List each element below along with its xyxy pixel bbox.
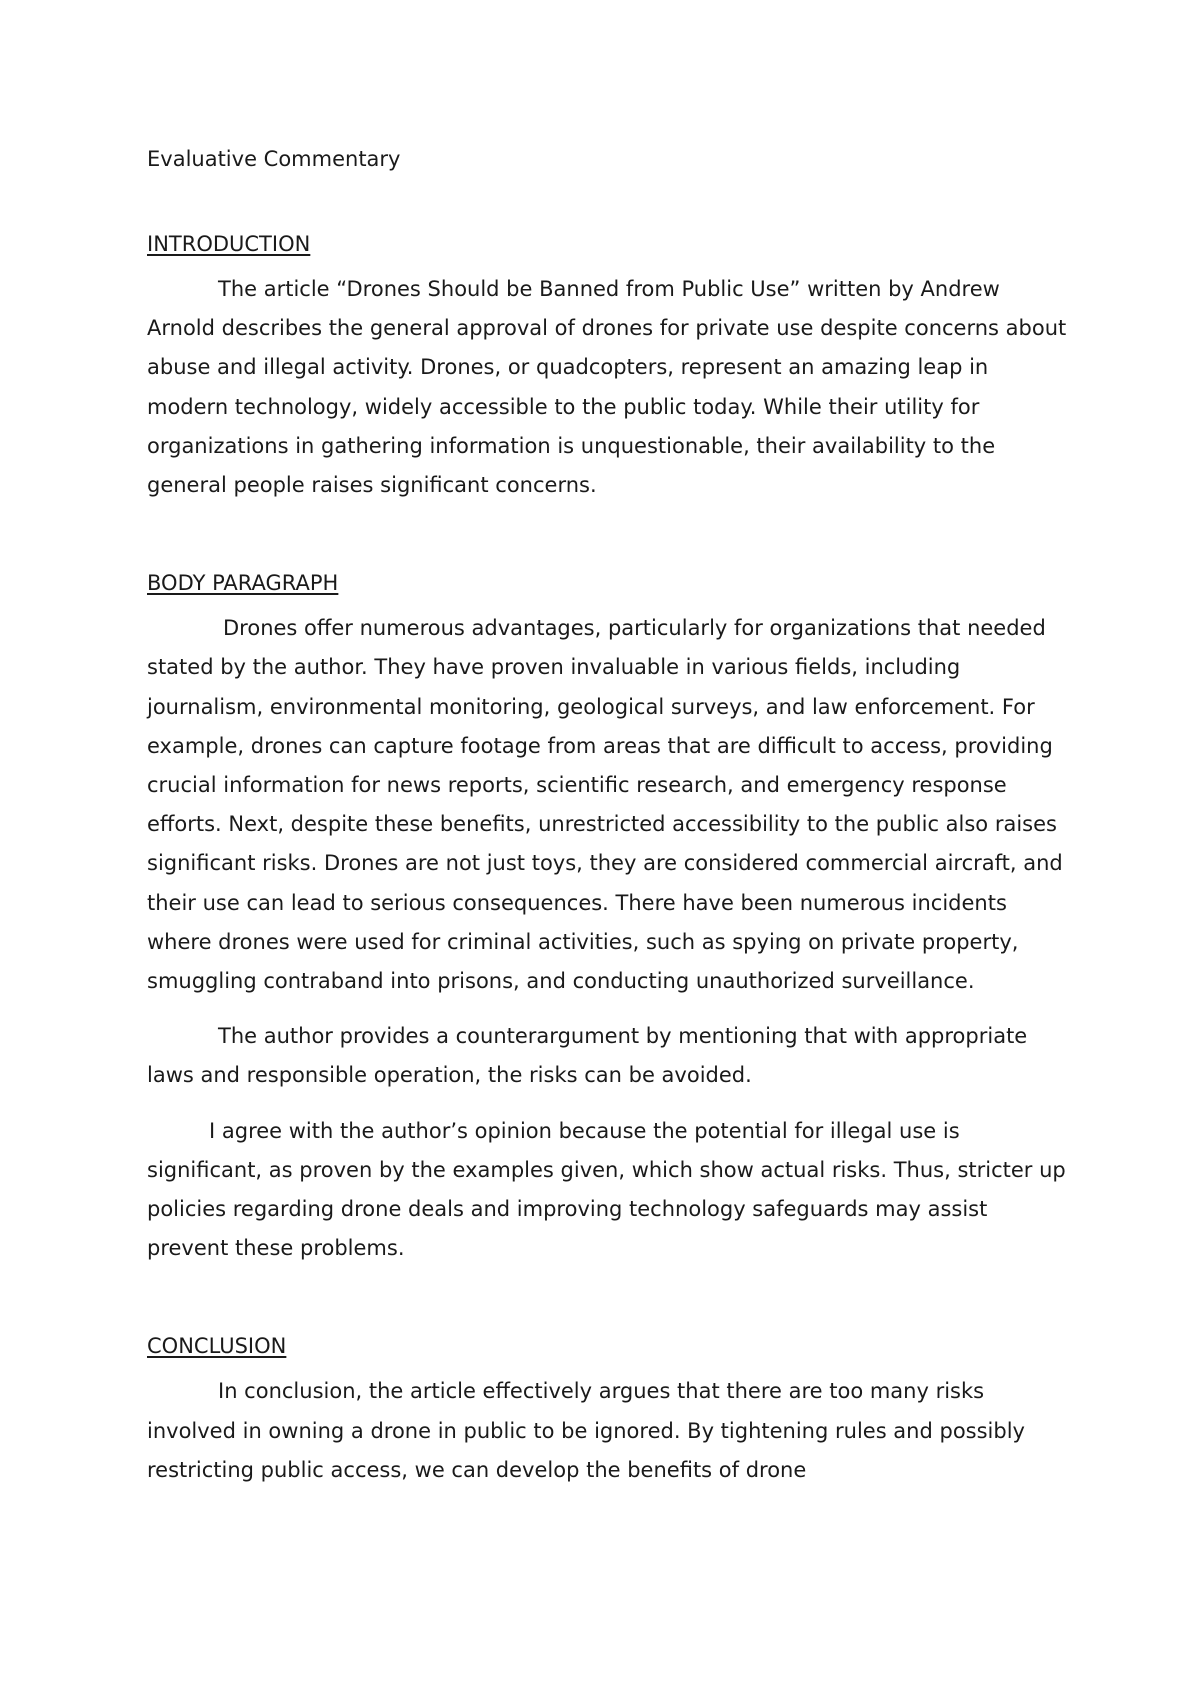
conclusion-paragraph: In conclusion, the article effectively argues that there are too many risks involved in owning a drone in public to be ignored. By tightening rules and possibly restricting public access, we can develop the benefits of drone <box>147 1379 1025 1482</box>
body-paragraph-2: The author provides a counterargument by mentioning that with appropriate laws and responsible operation, the risks can be avoided. <box>147 1024 1028 1088</box>
document-title: Evaluative Commentary <box>147 147 401 171</box>
heading-conclusion: CONCLUSION <box>147 1334 287 1359</box>
body-paragraph-3: I agree with the author’s opinion because the potential for illegal use is significant, as proven by the examples given, which show actual risks. Thus, stricter up policies regarding drone deals and improving technology safeguards may assist prevent these problems. <box>147 1118 1066 1261</box>
body-paragraph-1: Drones offer numerous advantages, particularly for organizations that needed stated by the author. They have proven invaluable in various fields, including journalism, environmental monitoring, geological surveys, and law enforcement. For example, drones can capture footage from areas that are difficult to access, providing crucial information for news reports, scientific research, and emergency response efforts. Next, despite these benefits, unrestricted accessibility to the public also raises significant risks. Drones are not just toys, they are considered commercial aircraft, and their use can lead to serious consequences. There have been numerous incidents where drones were used for criminal activities, such as spying on private property, smuggling contraband into prisons, and conducting unauthorized surveillance. <box>147 616 1063 994</box>
heading-introduction: INTRODUCTION <box>147 232 311 256</box>
introduction-paragraph: The article “Drones Should be Banned from Public Use” written by Andrew Arnold describes the general approval of drones for private use despite concerns about abuse and illegal activity. Drones, or quadcopters, represent an amazing leap in modern technology, widely accessible to the public today. While their utility for organizations in gathering information is unquestionable, their availability to the general people raises significant concerns. <box>147 277 1067 498</box>
heading-body-paragraph: BODY PARAGRAPH <box>147 571 339 596</box>
document-page <box>147 138 1072 1490</box>
